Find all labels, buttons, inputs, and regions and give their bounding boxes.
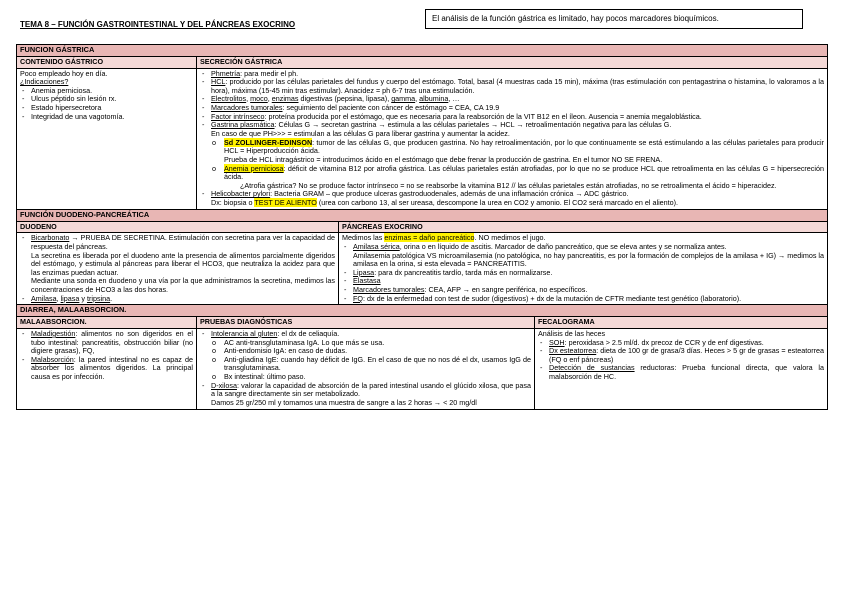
list-item: o Bx intestinal: último paso. (200, 373, 531, 382)
col-header-duodeno: DUODENO (17, 221, 339, 233)
list-item: - Anemia perniciosa. (20, 87, 193, 96)
list-item: - Integridad de una vagotomía. (20, 113, 193, 122)
section-header-gastric: FUNCION GÁSTRICA (17, 45, 828, 57)
col-header-diagnostic-tests: PRUEBAS DIAGNÓSTICAS (197, 317, 535, 329)
col-header-fecalogram: FECALOGRAMA (535, 317, 828, 329)
fecalogram-cell: Análisis de las heces - SOH: peroxidasa > 2.5 ml/d. dx precoz de CCR y de enf digestivas. - Dx esteatorrea: dieta de 100 gr de grasa/3 días. Heces > 5 gr de grasas = esteatorrea (FQ o enf páncreas) - Detección de sustancias reductoras: Prueba funcional directa, que valora la malabsorción de HC. (535, 328, 828, 409)
list-item: o Anti-gliadina IgE: cuando hay déficit de IgG. En el caso de que no nos dé el dx, usamos IgG de transglutaminasa. (200, 356, 531, 373)
page-title: TEMA 8 – FUNCIÓN GASTROINTESTINAL Y DEL PÁNCREAS EXOCRINO (20, 20, 296, 29)
section-header-duodenopancreatic: FUNCIÓN DUODENO-PANCREÁTICA (17, 209, 828, 221)
diagnostic-tests-cell: - Intolerancia al gluten: el dx de celiaquía. o AC anti-transglutaminasa IgA. Lo que más se usa. o Anti-endomisio IgA: en caso de dudas. o Anti-gliadina IgE: cuando hay déficit de IgG. En el caso de que no nos dé el dx, usamos IgG de transglutaminasa. o Bx intestinal: último paso. - D-xilosa: valorar la capacidad de absorción de la pared intestinal usando el glúcido xilosa, que pasa a la sangre directamente sin ser metabolizado. Damos 25 gr/250 ml y tomamos una muestra de sangre a las 2 horas → < 20 mg/dl (197, 328, 535, 409)
gastric-content-cell: Poco empleado hoy en día. ¿Indicaciones? - Anemia perniciosa. - Ulcus péptido sin lesión rx. - Estado hipersecretora - Integridad de una vagotomía. (17, 68, 197, 209)
gastric-secretion-cell: - Phmetría: para medir el ph. - HCL: producido por las células parietales del fundus y cuerpo del estómago. Total, basal (4 muestras cada 15 min), máxima (tras estimulación con pentagastrina o histamina, lo valoramos a la hora), máxima (15-45 min tras estimular). Anacidez = ph 6-7 tras una estimulación. - Electrolitos, moco, enzimas digestivas (pepsina, lipasa), gamma, albumina, … - Marcadores tumorales: seguimiento del paciente con cáncer de estómago = CEA, CA 19.9 - Factor intrínseco: proteína producida por el estómago, que es necesaria para la reabsorción de la VIT B12 en el íleon. Ausencia = anemia megaloblástica. - Gastrina plasmática: Células G → secretan gastrina → estimula a las células parietales → HCL → retroalimentación negativa para las células G. En caso de que PH>>> = estimulan a las células G para liberar gastrina y aumentar la acidez. o Sd ZOLLINGER-EDINSON: tumor de las células G, que producen gastrina. No hay retroalimentación, por lo que continuamente se está estimulando a las células parietales para producir HCL = Hiperproducción ácida. Prueba de HCL intragástrico = introducimos ácido en el estómago que debe frenar la producción de gastrina. En el tumor NO SE FRENA. o Anemia perniciosa: déficit de vitamina B12 por atrofia gástrica. Las células parietales están atrofiadas, por lo que no se produce HCL que retroalimenta en las células G = hipersecreción ácida. ¿Atrofia gástrica? No se produce factor intrínseco = no se reabsorbe la vitamina B12 // las células parietales están atrofiadas, no se retroalimenta el ácido = hiperacidez. - Helicobacter pylori: Bacteria GRAM – que produce ulceras gastroduodenales, además de una inflamación crónica → ADC gástrico. Dx: biopsia o TEST DE ALIENTO (urea con carbono 13, al ser ureasa, descompone la urea en CO2 y amonio. El CO2 será marcado en el aliento). (197, 68, 828, 209)
list-item: o AC anti-transglutaminasa IgA. Lo que más se usa. (200, 339, 531, 348)
malabsorption-cell: - Maladigestión: alimentos no son digeridos en el tubo intestinal: pancreatitis, obstrucción biliar (no digiere grasas), FQ, - Malabsorción: la pared intestinal no es capaz de absorber los alimentos digeridos. La principal causa es por infección. (17, 328, 197, 409)
list-item: - Ulcus péptido sin lesión rx. (20, 95, 193, 104)
note-box: El análisis de la función gástrica es limitado, hay pocos marcadores bioquímicos. (425, 9, 803, 29)
duodeno-cell: - Bicarbonato → PRUEBA DE SECRETINA. Estimulación con secretina para ver la capacidad de respuesta del páncreas. La secretina es liberada por el duodeno ante la presencia de alimentos parcialmente digeridos del estómago, y estimula al páncreas para liberar el HCO3, que neutraliza la acidez para que las enzimas puedan actuar. Mediante una sonda en duodeno y una vía por la que administramos la secretina, medimos las concentraciones de HCO3 a las dos horas. - Amilasa, lipasa y tripsina. (17, 233, 339, 305)
section-header-diarrhea: DIARREA, MALAABSORCION. (17, 305, 828, 317)
col-header-gastric-content: CONTENIDO GÁSTRICO (17, 56, 197, 68)
col-header-pancreas: PÁNCREAS EXOCRINO (339, 221, 828, 233)
list-item: o Anti-endomisio IgA: en caso de dudas. (200, 347, 531, 356)
col-header-malabsorption: MALAABSORCION. (17, 317, 197, 329)
content-table (16, 44, 828, 410)
pancreas-cell: Medimos las enzimas = daño pancreático. NO medimos el jugo. - Amilasa sérica, orina o en líquido de ascitis. Marcador de daño pancreático, que se eleva antes y se normaliza antes. Amilasemia patológica VS microamilasemia (no patológica, no hay pancreatitis, es por la formación de complejos de la amilasa + IG) → medimos la amilasa en la orina, si esta elevada = PANCREATITIS. - Lipasa: para dx pancreatitis tardío, tarda más en normalizarse. - Elastasa - Marcadores tumorales: CEA, AFP → en sangre periférica, no específicos. - FQ: dx de la enfermedad con test de sudor (digestivos) + dx de la mutación de CFTR mediante test genético (laboratorio). (339, 233, 828, 305)
list-item: - Estado hipersecretora (20, 104, 193, 113)
col-header-gastric-secretion: SECRECIÓN GÁSTRICA (197, 56, 828, 68)
